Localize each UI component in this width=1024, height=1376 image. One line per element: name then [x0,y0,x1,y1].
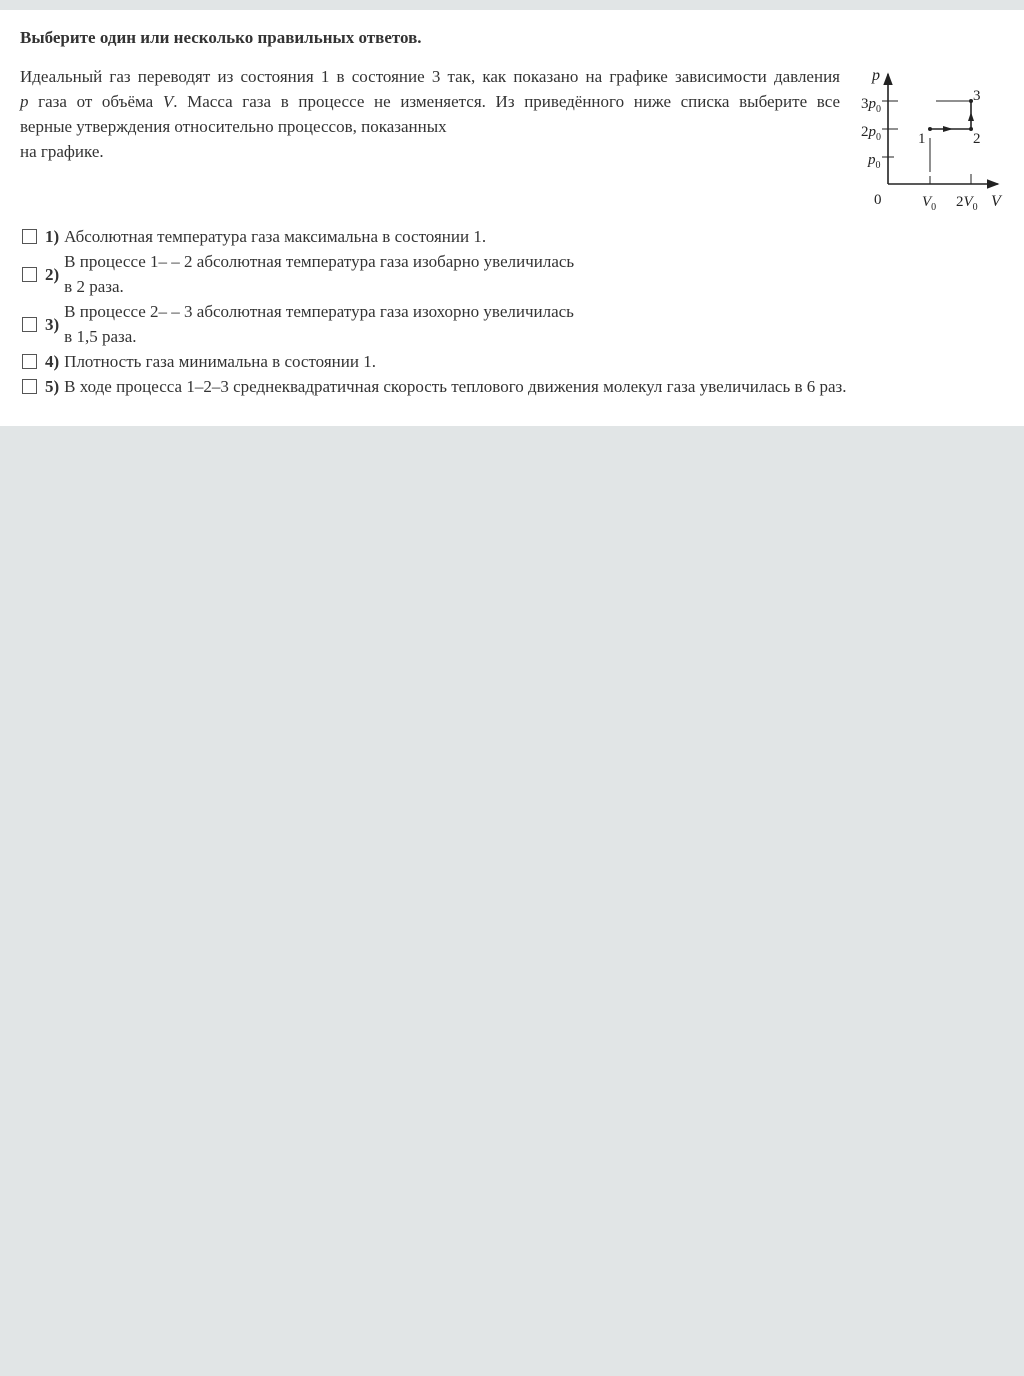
arrow-2-3 [968,112,974,121]
option-text: В процессе 2– – 3 абсолютная температура газа изохорно увеличилась в 1,5 раза. [64,302,574,346]
answer-option-1 [20,224,1010,249]
option-text: В ходе процесса 1–2–3 среднеквадратичная скорость теплового движения молекул газа увеличилась в 6 раз. [64,377,847,396]
answer-option-3 [20,299,1010,349]
option-number: 3) [45,314,60,334]
option-text: В процессе 1– – 2 абсолютная температура газа изобарно увеличилась в 2 раза. [64,252,575,296]
answer-options [20,224,1010,399]
answer-option-4 [20,349,1010,374]
option-number: 5) [45,377,60,396]
tick-label-p0: $p_0$ [868,152,881,171]
option-2-checkbox[interactable] [22,267,37,282]
var-V: V [162,92,174,111]
origin-label: 0 [874,192,882,208]
question-line-1: Идеальный газ переводят из состояния 1 в состояние 3 так, как показано на графике зависимости давления [20,67,840,86]
instruction-text: Выберите один или несколько правильных ответов. [20,28,422,47]
point-label-2: 2 [973,131,981,147]
axis-label-p: p [872,67,880,84]
option-1-checkbox[interactable] [22,229,37,244]
answer-option-5 [20,374,1010,399]
tick-label-3p0: $3p_0$ [861,96,881,115]
option-number: 1) [45,227,60,246]
option-5-checkbox[interactable] [22,379,37,394]
task-card [0,10,1024,426]
point-1 [928,127,932,131]
question-line-2: p газа от объёма V. Масса газа в процессе не изменяется. Из приведённого ниже списка выберите все [20,92,840,111]
var-p: p [20,92,29,111]
option-number: 4) [45,352,60,371]
answer-option-2 [20,249,1010,299]
point-label-1: 1 [918,131,926,147]
pv-graph [852,62,1012,222]
question-text [20,64,840,164]
point-label-3: 3 [973,88,981,104]
question-line-3: верные утверждения относительно процессов, показанных [20,117,447,136]
axis-label-V: V [991,193,1001,210]
option-3-checkbox[interactable] [22,317,37,332]
option-text: Абсолютная температура газа максимальна в состоянии 1. [64,227,487,246]
tick-label-2p0: $2p_0$ [861,124,881,143]
arrow-1-2 [943,126,953,132]
option-number: 2) [45,264,60,284]
option-text: Плотность газа минимальна в состоянии 1. [64,352,376,371]
tick-label-2V0: $2V_0$ [956,194,978,213]
tick-label-V0: $V_0$ [922,194,937,213]
option-4-checkbox[interactable] [22,354,37,369]
question-line-4: на графике. [20,142,104,161]
